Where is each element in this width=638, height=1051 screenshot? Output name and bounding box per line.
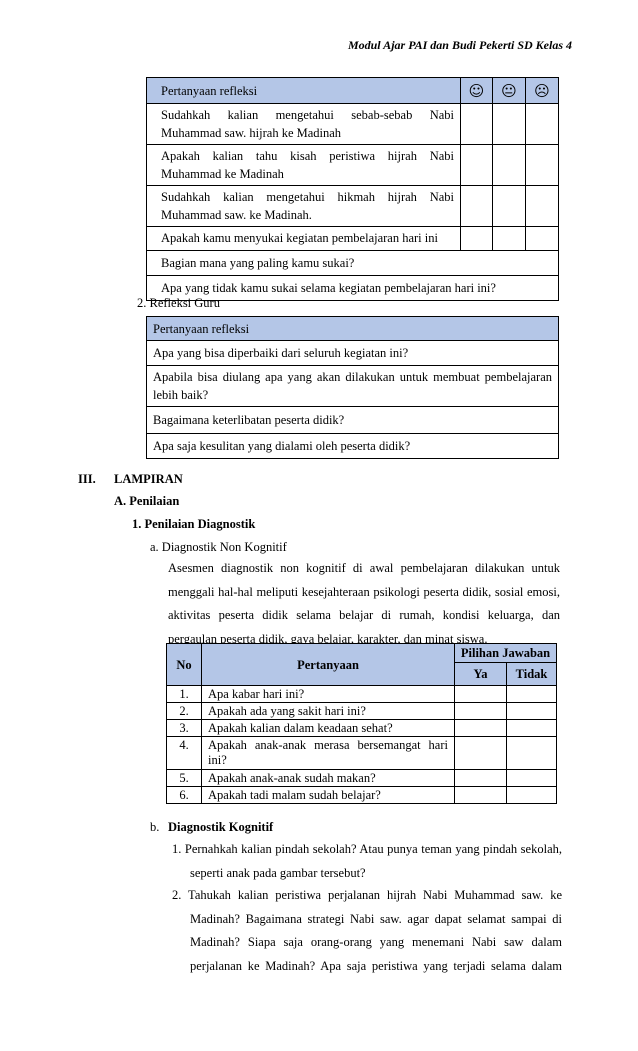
row-number: 4. bbox=[167, 737, 202, 770]
non-cognitive-paragraph bbox=[168, 557, 560, 651]
cognitive-label: b. bbox=[150, 820, 160, 834]
reflection-question: Sudahkah kalian mengetahui sebab-sebab Nabi Muhammad saw. hijrah ke Madinah bbox=[147, 104, 461, 145]
paragraph-line: menggali hal-hal meliputi kesejahteraan psikologi peserta didik, sosial emosi, bbox=[168, 584, 560, 599]
subsection-a-item: a. Diagnostik Non Kognitif bbox=[150, 540, 287, 554]
reflection-open-question: Apa yang tidak kamu sukai selama kegiatan pembelajaran hari ini? bbox=[147, 276, 559, 301]
cognitive-question-2 bbox=[172, 884, 562, 978]
row-number: 6. bbox=[167, 787, 202, 804]
paragraph-line: aktivitas peserta didik selama belajar di rumah, kondisi keluarga, dan bbox=[168, 608, 560, 622]
row-question: Apa kabar hari ini? bbox=[202, 686, 455, 703]
column-header-question: Pertanyaan bbox=[202, 644, 455, 686]
neutral-checkbox-cell[interactable] bbox=[493, 145, 526, 186]
diagnostic-table bbox=[166, 643, 557, 804]
teacher-question: Apa yang bisa diperbaiki dari seluruh kegiatan ini? bbox=[147, 341, 559, 366]
row-number: 5. bbox=[167, 770, 202, 787]
answer-no-cell[interactable] bbox=[507, 686, 557, 703]
sad-checkbox-cell[interactable] bbox=[526, 186, 559, 227]
section-title: LAMPIRAN bbox=[114, 472, 183, 486]
answer-no-cell[interactable] bbox=[507, 787, 557, 804]
teacher-reflection-heading: 2. Refleksi Guru bbox=[137, 296, 220, 310]
question-line: Madinah? Bagaimana strategi Nabi saw. agar dapat selamat sampai di bbox=[190, 911, 562, 926]
column-header-yes: Ya bbox=[455, 663, 507, 686]
column-header-question: Pertanyaan refleksi bbox=[147, 78, 461, 104]
sad-checkbox-cell[interactable] bbox=[526, 145, 559, 186]
answer-no-cell[interactable] bbox=[507, 737, 557, 770]
smile-checkbox-cell[interactable] bbox=[461, 227, 493, 251]
reflection-open-question: Bagian mana yang paling kamu sukai? bbox=[147, 251, 559, 276]
answer-yes-cell[interactable] bbox=[455, 787, 507, 804]
column-header-no: No bbox=[167, 644, 202, 686]
row-question: Apakah ada yang sakit hari ini? bbox=[202, 703, 455, 720]
column-header-question: Pertanyaan refleksi bbox=[147, 317, 559, 341]
row-question: Apakah anak-anak sudah makan? bbox=[202, 770, 455, 787]
paragraph-line: Asesmen diagnostik non kognitif di awal pembelajaran dilakukan untuk bbox=[168, 561, 560, 575]
teacher-reflection-table bbox=[146, 316, 559, 459]
smile-checkbox-cell[interactable] bbox=[461, 186, 493, 227]
row-question: Apakah anak-anak merasa bersemangat hari ini? bbox=[202, 737, 455, 770]
row-number: 3. bbox=[167, 720, 202, 737]
reflection-question: Apakah kalian tahu kisah peristiwa hijrah Nabi Muhammad ke Madinah bbox=[147, 145, 461, 186]
row-question: Apakah tadi malam sudah belajar? bbox=[202, 787, 455, 804]
question-line: perjalanan ke Madinah? Apa saja peristiwa yang terjadi selama dalam bbox=[190, 958, 562, 973]
column-header-choice: Pilihan Jawaban bbox=[455, 644, 557, 663]
answer-yes-cell[interactable] bbox=[455, 720, 507, 737]
row-number: 2. bbox=[167, 703, 202, 720]
section-number: III. bbox=[78, 472, 96, 486]
sad-face-icon: ☹ bbox=[526, 78, 559, 104]
question-line: 1. Pernahkah kalian pindah sekolah? Atau punya teman yang pindah sekolah, bbox=[172, 842, 562, 856]
cognitive-heading: Diagnostik Kognitif bbox=[168, 820, 274, 834]
answer-no-cell[interactable] bbox=[507, 720, 557, 737]
question-line: 2. Tahukah kalian peristiwa perjalanan hijrah Nabi Muhammad saw. ke bbox=[172, 888, 562, 902]
neutral-checkbox-cell[interactable] bbox=[493, 104, 526, 145]
page-header: Modul Ajar PAI dan Budi Pekerti SD Kelas 4 bbox=[347, 38, 572, 52]
teacher-question: Apabila bisa diulang apa yang akan dilakukan untuk membuat pembelajaran lebih baik? bbox=[147, 366, 559, 407]
reflection-question: Sudahkah kalian mengetahui hikmah hijrah Nabi Muhammad saw. ke Madinah. bbox=[147, 186, 461, 227]
neutral-face-icon: 😐 bbox=[493, 78, 526, 104]
answer-yes-cell[interactable] bbox=[455, 686, 507, 703]
row-question: Apakah kalian dalam keadaan sehat? bbox=[202, 720, 455, 737]
answer-yes-cell[interactable] bbox=[455, 737, 507, 770]
column-header-tidak: Tidak bbox=[507, 663, 557, 686]
sad-checkbox-cell[interactable] bbox=[526, 227, 559, 251]
answer-yes-cell[interactable] bbox=[455, 703, 507, 720]
student-reflection-table bbox=[146, 77, 559, 301]
cognitive-question-1 bbox=[172, 838, 562, 885]
subsection-1: 1. Penilaian Diagnostik bbox=[132, 517, 256, 531]
teacher-question: Apa saja kesulitan yang dialami oleh peserta didik? bbox=[147, 434, 559, 459]
subsection-a: A. Penilaian bbox=[114, 494, 180, 508]
row-number: 1. bbox=[167, 686, 202, 703]
answer-no-cell[interactable] bbox=[507, 770, 557, 787]
question-line: Madinah? Siapa saja orang-orang yang menemani Nabi saw dalam bbox=[190, 935, 562, 949]
teacher-question: Bagaimana keterlibatan peserta didik? bbox=[147, 407, 559, 434]
paragraph-line: pergaulan peserta didik, gaya belajar, karakter, dan minat siswa. bbox=[168, 631, 488, 646]
answer-yes-cell[interactable] bbox=[455, 770, 507, 787]
answer-no-cell[interactable] bbox=[507, 703, 557, 720]
question-line: seperti anak pada gambar tersebut? bbox=[190, 865, 366, 880]
smile-face-icon: ☺ bbox=[461, 78, 493, 104]
smile-checkbox-cell[interactable] bbox=[461, 104, 493, 145]
reflection-question: Apakah kamu menyukai kegiatan pembelajaran hari ini bbox=[147, 227, 461, 251]
smile-checkbox-cell[interactable] bbox=[461, 145, 493, 186]
sad-checkbox-cell[interactable] bbox=[526, 104, 559, 145]
neutral-checkbox-cell[interactable] bbox=[493, 186, 526, 227]
neutral-checkbox-cell[interactable] bbox=[493, 227, 526, 251]
